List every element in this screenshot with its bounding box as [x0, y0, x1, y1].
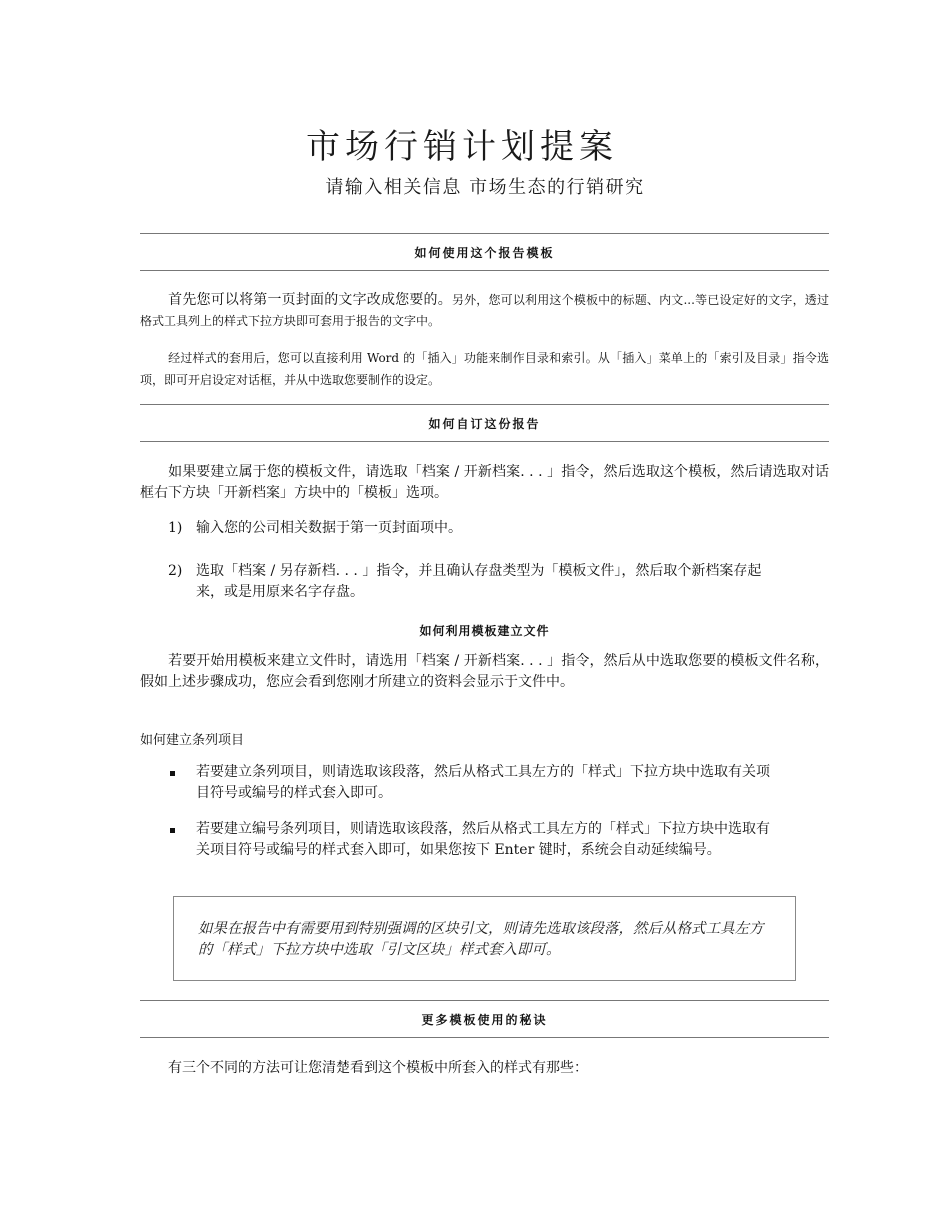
list-item-text: 选取「档案 / 另存新档. . . 」指令，并且确认存盘类型为「模板文件」，然后取个新档案存起来，或是用原来名字存盘。 — [196, 563, 762, 600]
list-heading: 如何建立条列项目 — [140, 733, 245, 748]
subsection-heading: 如何利用模板建立文件 — [419, 624, 550, 638]
list-item-text: 若要建立编号条列项目，则请选取该段落，然后从格式工具左方的「样式」下拉方块中选取有关项目符号或编号的样式套入即可，如果您按下 Enter 键时，系统会自动延续编号。 — [196, 821, 770, 858]
list-item-text: 若要建立条列项目，则请选取该段落，然后从格式工具左方的「样式」下拉方块中选取有关项目符号或编号的样式套入即可。 — [196, 764, 770, 801]
section-heading-band — [140, 233, 829, 271]
document-subtitle: 请输入相关信息 市场生态的行销研究 — [325, 177, 645, 198]
paragraph-text: 若要开始用模板来建立文件时，请选用「档案 / 开新档案. . . 」指令，然后从中选取您要的模板文件名称，假如上述步骤成功，您应会看到您刚才所建立的资料会显示于文件中。 — [140, 653, 829, 690]
section-heading-band — [140, 1000, 829, 1038]
list-number: 1) — [168, 520, 183, 536]
block-quote-text: 如果在报告中有需要用到特别强调的区块引文，则请先选取该段落，然后从格式工具左方的「样式」下拉方块中选取「引文区块」样式套入即可。 — [198, 921, 764, 958]
block-quote — [173, 896, 796, 981]
section-heading: 如何自订这份报告 — [428, 416, 541, 431]
bullet-list-item — [168, 762, 778, 804]
paragraph-text: 经过样式的套用后，您可以直接利用 Word 的「插入」功能来制作目录和索引。从「插入」菜单上的「索引及目录」指令选项，即可开启设定对话框，并从中选取您要制作的设定。 — [140, 351, 829, 387]
section-heading-band — [140, 404, 829, 442]
list-item-text: 输入您的公司相关数据于第一页封面项中。 — [196, 520, 462, 536]
paragraph-text: 如果要建立属于您的模板文件，请选取「档案 / 开新档案. . . 」指令，然后选取这个模板，然后请选取对话框右下方块「开新档案」方块中的「模板」选项。 — [140, 464, 829, 501]
list-number: 2) — [168, 563, 183, 579]
paragraph-text: 有三个不同的方法可让您清楚看到这个模板中所套入的样式有那些： — [168, 1060, 588, 1076]
body-paragraph — [140, 347, 829, 391]
document-title: 市场行销计划提案 — [306, 127, 618, 167]
paragraph-lead: 首先您可以将第一页封面的文字改成您要的。 — [168, 292, 452, 308]
paragraph-rest: 另外，您可以利用这个模板中的标题、内文...等已设定好的文字，透过格式工具列上的样式下拉方块即可套用于报告的文字中。 — [140, 293, 829, 328]
body-paragraph — [140, 1058, 829, 1079]
section-heading: 更多模板使用的秘诀 — [421, 1012, 548, 1027]
square-bullet-icon — [170, 828, 175, 833]
bullet-list-item — [168, 819, 778, 861]
body-paragraph — [140, 462, 829, 504]
body-paragraph — [140, 290, 829, 332]
numbered-list-item — [168, 561, 778, 603]
square-bullet-icon — [170, 771, 175, 776]
body-paragraph — [140, 651, 829, 693]
section-heading: 如何使用这个报告模板 — [414, 245, 555, 260]
numbered-list-item — [168, 518, 788, 539]
